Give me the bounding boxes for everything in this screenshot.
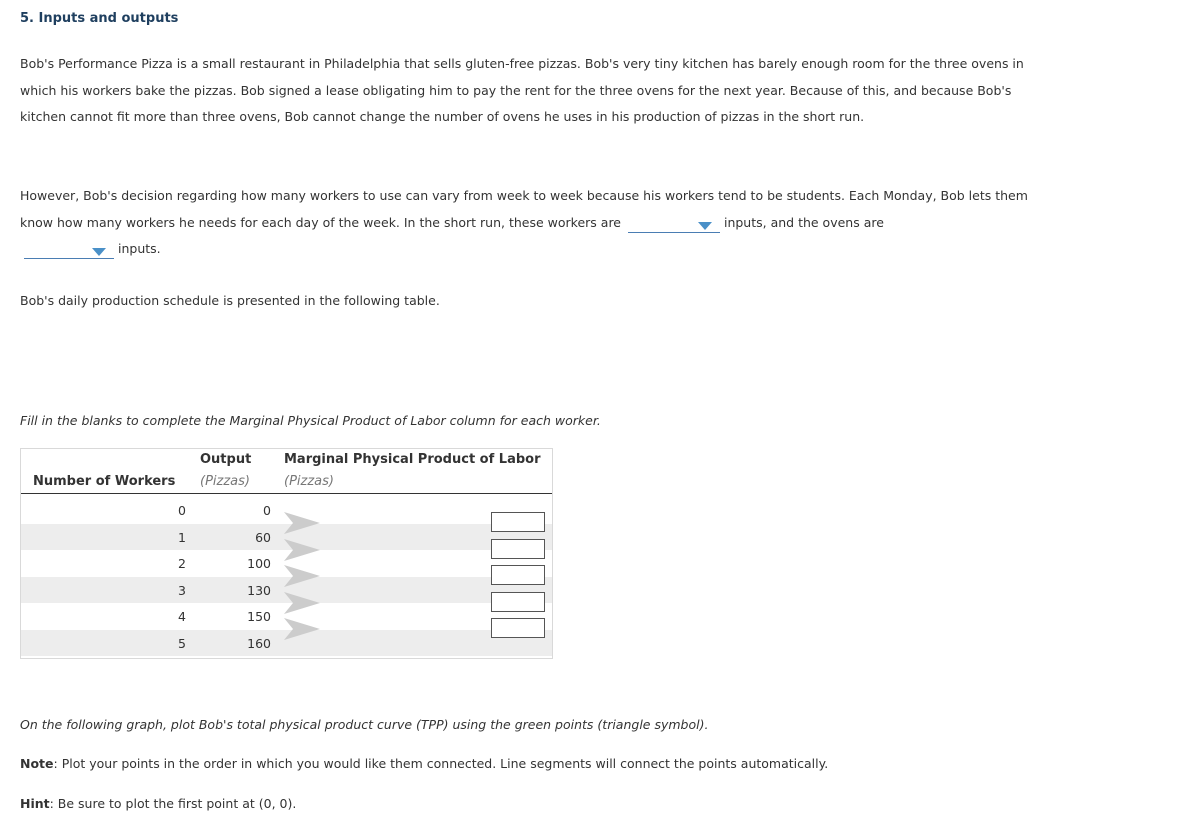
graph-instruction: On the following graph, plot Bob's total physical product curve (TPP) using the green points (triangle symbol). xyxy=(20,717,709,732)
hint-text: : Be sure to plot the first point at (0, 0). xyxy=(49,796,297,811)
table-instruction: Fill in the blanks to complete the Marginal Physical Product of Labor column for each worker. xyxy=(20,413,601,428)
output-cell: 60 xyxy=(255,529,271,545)
mpp-input-worker-2[interactable] xyxy=(491,539,545,559)
chevron-right-icon xyxy=(284,512,320,534)
production-table xyxy=(20,448,553,659)
note-label: Note xyxy=(20,756,54,771)
mpp-header: Marginal Physical Product of Labor xyxy=(284,452,541,467)
workers-text-3: inputs. xyxy=(117,241,161,256)
mpp-input-worker-3[interactable] xyxy=(491,565,545,585)
note-text: : Plot your points in the order in which you would like them connected. Line segments will connect the points automatically. xyxy=(53,756,829,771)
chevron-down-icon xyxy=(698,222,712,230)
output-unit: (Pizzas) xyxy=(200,474,250,489)
header-divider xyxy=(21,493,552,494)
workers-cell: 2 xyxy=(178,556,186,571)
mpp-input-worker-1[interactable] xyxy=(491,512,545,532)
schedule-sentence: Bob's daily production schedule is presented in the following table. xyxy=(20,293,440,308)
workers-input-type-dropdown[interactable] xyxy=(628,218,720,233)
hint-line xyxy=(20,791,1050,818)
workers-cell: 3 xyxy=(178,582,186,598)
mpp-unit: (Pizzas) xyxy=(284,474,334,489)
mpp-input-worker-4[interactable] xyxy=(491,592,545,612)
note-line xyxy=(20,751,1050,778)
intro-paragraph: Bob's Performance Pizza is a small restaurant in Philadelphia that sells gluten-free pizzas. Bob's very tiny kitchen has barely enough room for the three ovens in which his workers bake the pizzas. Bob signed a lease obligating him to pay the rent for the three ovens for the next year. Because of this, and because Bob's kitchen cannot fit more than three ovens, Bob cannot change the number of ovens he uses in his production of pizzas in the short run. xyxy=(20,56,1024,124)
workers-cell: 0 xyxy=(178,503,186,518)
hint-label: Hint xyxy=(20,796,50,811)
chevron-right-icon xyxy=(284,592,320,614)
chevron-right-icon xyxy=(284,618,320,640)
section-title: 5. Inputs and outputs xyxy=(20,11,179,26)
output-cell: 0 xyxy=(263,503,271,518)
output-header: Output xyxy=(200,452,252,467)
workers-header: Number of Workers xyxy=(33,474,176,489)
workers-paragraph xyxy=(20,183,1050,263)
chevron-down-icon xyxy=(92,248,106,256)
workers-cell: 1 xyxy=(178,529,186,545)
output-cell: 160 xyxy=(247,635,271,651)
chevron-right-icon xyxy=(284,565,320,587)
output-cell: 130 xyxy=(247,582,271,598)
chevron-right-icon xyxy=(284,539,320,561)
mpp-input-worker-5[interactable] xyxy=(491,618,545,638)
workers-cell: 5 xyxy=(178,635,186,651)
workers-text-2: inputs, and the ovens are xyxy=(723,214,884,230)
workers-cell: 4 xyxy=(178,609,186,624)
workers-text-1: However, Bob's decision regarding how many workers to use can vary from week to week because his workers tend to be students. Each Monday, Bob lets them know how many workers he needs for each day of the week. In the short run, these workers are xyxy=(20,188,1028,230)
output-cell: 100 xyxy=(247,556,271,571)
output-cell: 150 xyxy=(247,609,271,624)
ovens-input-type-dropdown[interactable] xyxy=(24,244,114,259)
